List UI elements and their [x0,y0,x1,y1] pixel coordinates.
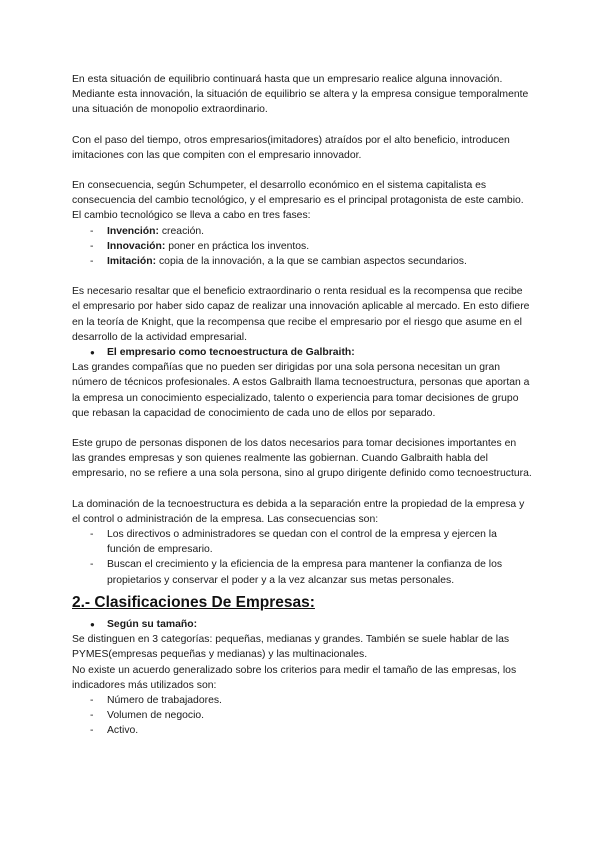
list-item: - Invención: creación. [72,224,532,239]
paragraph-schumpeter: En consecuencia, según Schumpeter, el desarrollo económico en el sistema capitalista es consecuencia del cambio tecnológico, y el empresario es el principal protagonista de este cambio. El cambio tecnológico se lleva a cabo en tres fases: [72,180,524,222]
consequences-list [72,527,532,588]
list-item: - Activo. [72,723,532,738]
paragraph-grupo: Este grupo de personas disponen de los datos necesarios para tomar decisiones importantes en las grandes empresas y son quienes realmente las gobiernan. Cuando Galbraith habla del empresario, no se refiere a una sola persona, sino al grupo dirigente definido como tecnoestructura. [72,438,532,480]
paragraph-equilibrio: En esta situación de equilibrio continuará hasta que un empresario realice alguna innovación. Mediante esta innovación, la situación de equilibrio se altera y la empresa consigue temporalmente una situación de monopolio extraordinario. [72,74,529,116]
indicators-list [72,693,532,739]
paragraph-dominacion: La dominación de la tecnoestructura es debida a la separación entre la propiedad de la empresa y el control o administración de la empresa. Las consecuencias son: [72,498,525,525]
section-heading: 2.- Clasificaciones De Empresas: [72,593,315,611]
paragraph-categorias: Se distinguen en 3 categorías: pequeñas, medianas y grandes. También se suele hablar de las PYMES(empresas pequeñas y medianas) y las multinacionales. [72,634,510,661]
document-body [72,72,532,739]
bullet-dot-icon: ● [90,619,95,629]
bullet-galbraith: ● El empresario como tecnoestructura de Galbraith: [72,345,532,360]
bullet-dot-icon: ● [90,348,95,358]
list-item: - Innovación: poner en práctica los inventos. [72,239,532,254]
list-item: - Buscan el crecimiento y la eficiencia de la empresa para mantener la confianza de los propietarios y conservar el poder y a la vez alcanzar sus metas personales. [72,557,532,587]
list-item: - Número de trabajadores. [72,693,532,708]
phases-list [72,224,532,270]
paragraph-imitadores: Con el paso del tiempo, otros empresarios(imitadores) atraídos por el alto beneficio, introducen imitaciones con las que compiten con el empresario innovador. [72,134,510,161]
list-item: - Los directivos o administradores se quedan con el control de la empresa y ejercen la función de empresario. [72,527,532,557]
list-item: - Imitación: copia de la innovación, a la que se cambian aspectos secundarios. [72,254,532,269]
bullet-tamano: ● Según su tamaño: [72,617,532,632]
paragraph-criterios: No existe un acuerdo generalizado sobre los criterios para medir el tamaño de las empresas, los indicadores más utilizados son: [72,664,517,691]
paragraph-knight: Es necesario resaltar que el beneficio extraordinario o renta residual es la recompensa que recibe el empresario por haber sido capaz de realizar una innovación aplicable al mercado. En esto difiere en la teoría de Knight, que la recompensa que recibe el empresario por el riesgo que asume en el desarrollo de la actividad empresarial. [72,286,530,343]
paragraph-tecnoestructura: Las grandes compañías que no pueden ser dirigidas por una sola persona necesitan un gran número de técnicos profesionales. A estos Galbraith llama tecnoestructura, personas que aportan a la empresa un conocimiento especializado, talento o experiencia para tomar decisiones de grupo que rebasan la capacidad de conocimiento de cada uno de ellos por separado. [72,362,530,419]
list-item: - Volumen de negocio. [72,708,532,723]
